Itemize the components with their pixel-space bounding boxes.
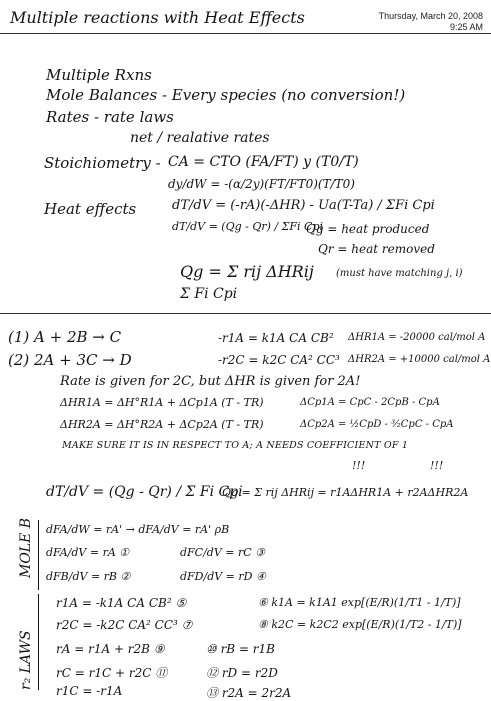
heat-effects-line: Heat effects bbox=[44, 200, 137, 218]
k2-arrhenius: ⑧ k2C = k2C2 exp[(E/R)(1/T2 - 1/T)] bbox=[258, 618, 462, 631]
mole-balance-3: dFB/dV = rB ② bbox=[46, 570, 131, 583]
stoichiometry-line: Stoichiometry - bbox=[44, 154, 161, 172]
sum-fcp: Σ Fi Cpi bbox=[180, 286, 238, 302]
rate-law-1: r1A = -k1A CA CB² ⑤ bbox=[56, 596, 187, 610]
rate-law-4: rC = r1C + r2C ⑪ bbox=[56, 666, 168, 680]
energy-balance: dT/dV = (Qg - Qr) / Σ Fi Cpi bbox=[46, 484, 243, 500]
dh-r2a-equation: ΔHR2A = ΔH°R2A + ΔCp2A (T - TR) bbox=[60, 418, 264, 431]
qg-definition: Qg = heat produced bbox=[306, 222, 430, 236]
rate-laws-bracket bbox=[38, 594, 39, 690]
qr-definition: Qr = heat removed bbox=[318, 242, 435, 256]
reaction-1: (1) A + 2B → C bbox=[8, 328, 122, 346]
section-rule-1 bbox=[0, 313, 491, 314]
ca-equation: CA = CTO (FA/FT) y (T0/T) bbox=[168, 154, 359, 170]
dydw-equation: dy/dW = -(α/2y)(FT/FT0)(T/T0) bbox=[168, 177, 355, 191]
rate-note: Rate is given for 2C, but ΔHR is given for 2A! bbox=[60, 374, 361, 389]
date-stamp: Thursday, March 20, 2008 bbox=[378, 11, 483, 21]
rate-law-2: r2C = -k2C CA² CC³ ⑦ bbox=[56, 618, 193, 632]
rates-line: Rates - rate laws bbox=[46, 108, 174, 126]
rate-laws-label: r₂ LAWS bbox=[18, 630, 34, 690]
rate-2a: ⑬ r2A = 2r2A bbox=[206, 686, 292, 700]
net-relative-line: net / realative rates bbox=[130, 130, 270, 146]
mole-balance-2: dFA/dV = rA ① bbox=[46, 546, 130, 559]
mole-balance-1: dFA/dW = rA' → dFA/dV = rA' ρB bbox=[46, 523, 230, 536]
exclaim-1: !!! bbox=[352, 459, 366, 472]
rate-law-3: rA = r1A + r2B ⑨ bbox=[56, 642, 165, 656]
mole-balances-line: Mole Balances - Every species (no conversion!) bbox=[46, 86, 406, 104]
make-sure-note: MAKE SURE IT IS IN RESPECT TO A; A NEEDS COEFFICIENT OF 1 bbox=[62, 440, 409, 451]
qg-note: (must have matching j, i) bbox=[336, 268, 463, 279]
mole-balance-3b: dFD/dV = rD ④ bbox=[180, 570, 266, 583]
reaction-1-rate: -r1A = k1A CA CB² bbox=[218, 331, 334, 345]
qg-sum-equation: Qg = Σ rij ΔHRij bbox=[180, 262, 314, 281]
time-stamp: 9:25 AM bbox=[449, 22, 483, 32]
rate-law-5: r1C = -r1A bbox=[56, 684, 123, 698]
reaction-1-dh: ΔHR1A = -20000 cal/mol A bbox=[348, 332, 486, 343]
multiple-rxns-line: Multiple Rxns bbox=[46, 66, 152, 84]
dtdv-equation-2: dT/dV = (Qg - Qr) / ΣFi Cpi bbox=[172, 220, 324, 233]
rate-b: ⑩ rB = r1B bbox=[206, 642, 275, 656]
reaction-2-dh: ΔHR2A = +10000 cal/mol A bbox=[348, 354, 491, 365]
dcp-1a-equation: ΔCp1A = CpC - 2CpB - CpA bbox=[300, 397, 440, 408]
page-title: Multiple reactions with Heat Effects bbox=[10, 8, 305, 27]
qg-expanded: Qg = Σ rij ΔHRij = r1AΔHR1A + r2AΔHR2A bbox=[222, 486, 469, 499]
dtdv-equation-1: dT/dV = (-rA)(-ΔHR) - Ua(T-Ta) / ΣFi Cpi bbox=[172, 198, 435, 213]
exclaim-2: !!! bbox=[430, 459, 444, 472]
dh-r1a-equation: ΔHR1A = ΔH°R1A + ΔCp1A (T - TR) bbox=[60, 396, 264, 409]
reaction-2: (2) 2A + 3C → D bbox=[8, 351, 132, 369]
mole-balance-2b: dFC/dV = rC ③ bbox=[180, 546, 266, 559]
dcp-2a-equation: ΔCp2A = ½CpD - ³⁄₂CpC - CpA bbox=[300, 419, 454, 430]
mole-balance-bracket bbox=[38, 520, 39, 590]
rate-d: ⑫ rD = r2D bbox=[206, 666, 278, 680]
k1-arrhenius: ⑥ k1A = k1A1 exp[(E/R)(1/T1 - 1/T)] bbox=[258, 596, 461, 609]
header-rule bbox=[0, 33, 491, 34]
reaction-2-rate: -r2C = k2C CA² CC³ bbox=[218, 353, 340, 367]
mole-label: MOLE B bbox=[18, 517, 34, 578]
